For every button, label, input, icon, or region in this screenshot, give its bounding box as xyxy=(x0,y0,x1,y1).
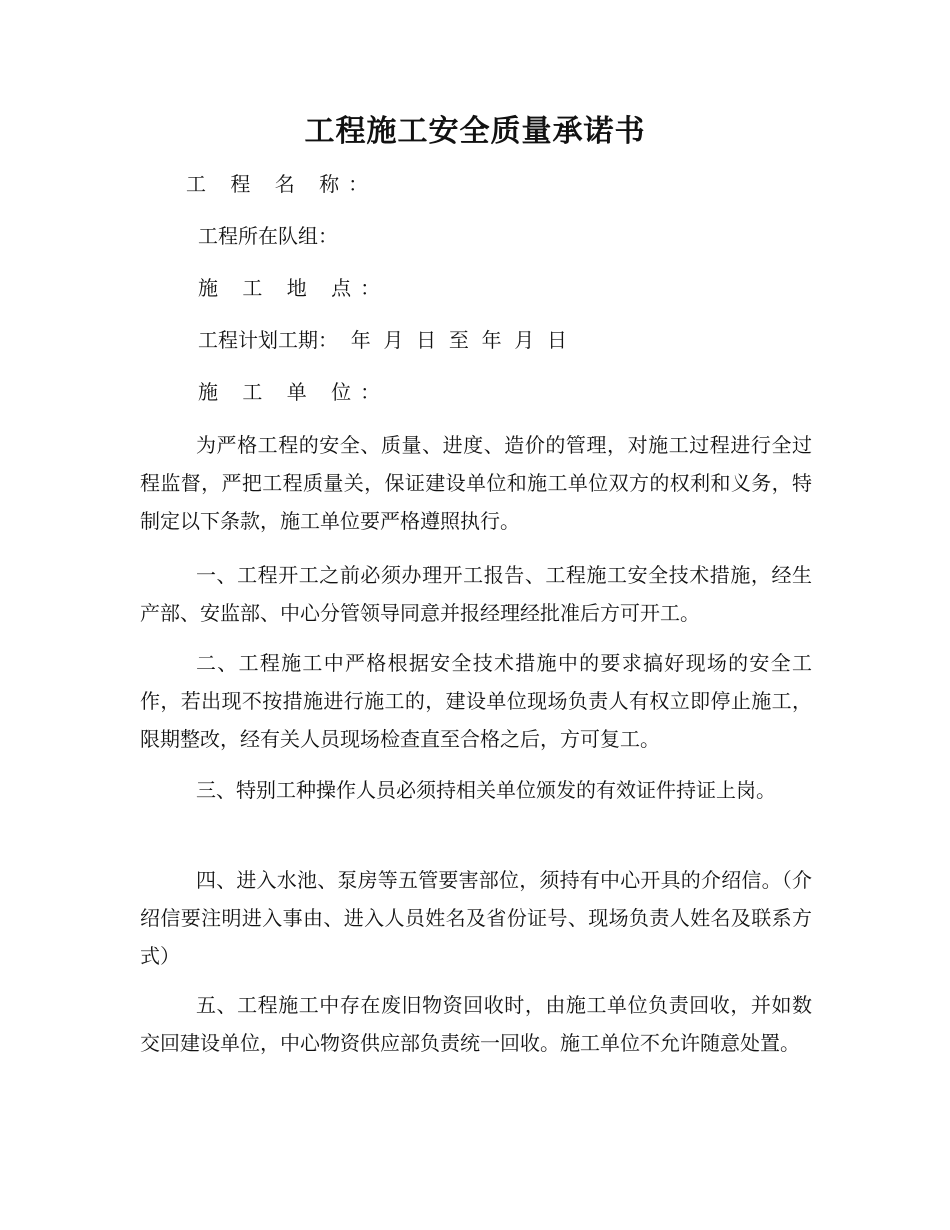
document-title: 工程施工安全质量承诺书 xyxy=(304,114,646,149)
clause-1-paragraph: 一、工程开工之前必须办理开工报告、工程施工安全技术措施，经生产部、安监部、中心分管领导同意并报经理经批准后方可开工。 xyxy=(140,563,812,625)
intro-paragraph: 为严格工程的安全、质量、进度、造价的管理，对施工过程进行全过程监督，严把工程质量关，保证建设单位和施工单位双方的权利和义务，特制定以下条款，施工单位要严格遵照执行。 xyxy=(140,433,812,533)
clause-5-paragraph: 五、工程施工中存在废旧物资回收时，由施工单位负责回收，并如数交回建设单位，中心物资供应部负责统一回收。施工单位不允许随意处置。 xyxy=(140,993,812,1055)
schedule-field: 工程计划工期： 年 月 日 至 年 月 日 xyxy=(198,328,568,352)
contractor-field: 施 工 单 位： xyxy=(198,380,390,404)
clause-3-paragraph: 三、特别工种操作人员必须持相关单位颁发的有效证件持证上岗。 xyxy=(196,778,776,802)
location-field: 施 工 地 点： xyxy=(198,276,390,300)
team-field: 工程所在队组： xyxy=(198,224,338,248)
clause-2-paragraph: 二、工程施工中严格根据安全技术措施中的要求搞好现场的安全工作，若出现不按措施进行施工的，建设单位现场负责人有权立即停止施工，限期整改，经有关人员现场检查直至合格之后，方可复工。 xyxy=(140,651,812,751)
clause-4-paragraph: 四、进入水池、泵房等五管要害部位，须持有中心开具的介绍信。（介绍信要注明进入事由、进入人员姓名及省份证号、现场负责人姓名及联系方式） xyxy=(140,868,812,968)
project-name-field: 工 程 名 称： xyxy=(186,172,378,196)
